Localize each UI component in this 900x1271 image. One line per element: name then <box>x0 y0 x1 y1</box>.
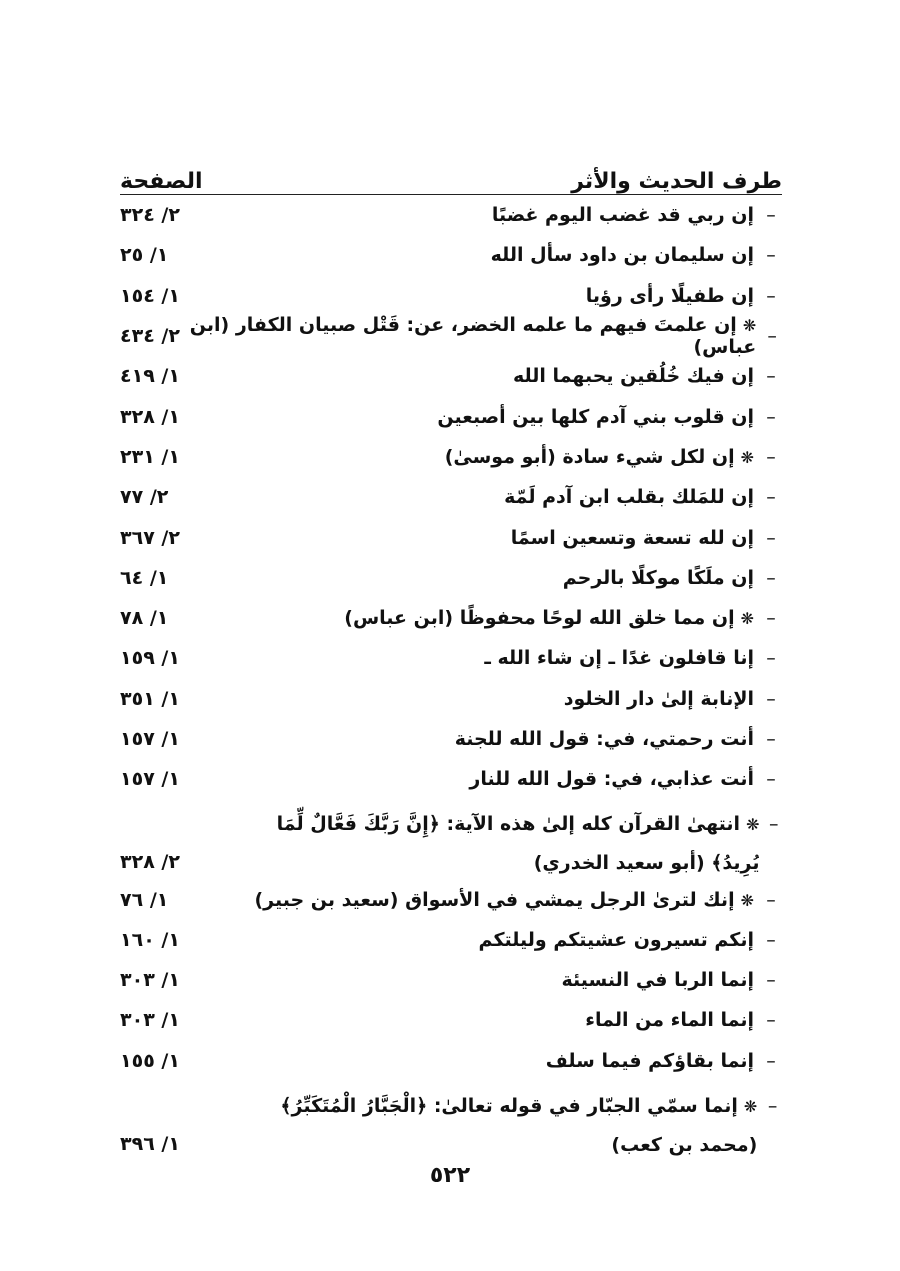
index-entry <box>120 638 782 678</box>
entry-text: إنما الماء من الماء <box>585 1009 754 1032</box>
dash-marker: – <box>768 813 779 836</box>
entry-text-group <box>561 969 782 991</box>
entry-page-ref: ٢/ ٣٢٤ <box>120 204 180 227</box>
entry-page-ref: ١/ ٢٥ <box>120 244 169 267</box>
entry-page-ref: ١/ ٤١٩ <box>120 365 180 388</box>
index-entry <box>120 960 782 1000</box>
index-entry <box>120 437 782 477</box>
entry-text-group <box>492 204 782 226</box>
dash-marker: – <box>767 1094 778 1117</box>
index-page <box>120 150 782 1161</box>
index-entry <box>120 879 782 919</box>
entry-text: إن للمَلك بقلب ابن آدم لَمّة <box>504 486 754 509</box>
entry-text: إن قلوب بني آدم كلها بين أصبعين <box>437 405 754 428</box>
dash-marker: – <box>766 728 776 750</box>
entry-page-ref: ١/ ٦٤ <box>120 566 169 589</box>
entry-text-group <box>564 688 782 710</box>
dash-marker: – <box>767 325 777 348</box>
entry-text: إنما الربا في النسيئة <box>561 969 754 992</box>
entry-page-ref: ٢/ ٤٣٤ <box>120 325 180 348</box>
entry-text-group <box>511 527 782 549</box>
index-entry <box>120 396 782 436</box>
entry-page-ref: ١/ ٣٠٣ <box>120 1009 180 1032</box>
entry-text-group <box>479 929 782 951</box>
dash-marker: – <box>766 204 776 227</box>
entry-text-group <box>504 486 782 508</box>
dash-marker: – <box>766 1009 776 1032</box>
entry-text-group <box>491 244 782 266</box>
entry-page-ref: ١/ ٣٢٨ <box>120 405 180 428</box>
entry-text-group <box>484 647 782 669</box>
entry-text: انتهىٰ القرآن كله إلىٰ هذه الآية: ﴿إِنَّ رَبَّكَ فَعَّالٌ لِّمَا يُرِيدُ﴾ (أبو سعيد الخدري) <box>276 813 760 875</box>
entry-page-ref: ١/ ٧٦ <box>120 888 169 911</box>
index-entry <box>120 477 782 517</box>
index-entry <box>120 679 782 719</box>
entry-page-ref: ١/ ١٥٤ <box>120 284 180 307</box>
entry-page-ref: ١/ ١٥٧ <box>120 728 180 750</box>
dash-marker: – <box>766 486 776 509</box>
entry-text-group <box>513 365 782 387</box>
index-entry <box>120 799 782 879</box>
index-entry <box>120 1000 782 1040</box>
index-entry <box>120 195 782 235</box>
entry-text: إنك لترىٰ الرجل يمشي في الأسواق (سعيد بن جبير) <box>254 888 735 911</box>
index-entry <box>120 719 782 759</box>
index-entry <box>120 598 782 638</box>
entry-text-group <box>445 446 782 468</box>
dash-marker: – <box>766 647 776 670</box>
index-entry <box>120 1041 782 1081</box>
page-number: ٥٢٢ <box>429 1163 471 1188</box>
entry-text: أنت عذابي، في: قول الله للنار <box>469 768 754 791</box>
dash-marker: – <box>766 365 776 388</box>
entry-page-ref: ٢/ ٣٦٧ <box>120 526 180 549</box>
athar-star-icon: ❋ <box>740 890 754 910</box>
dash-marker: – <box>766 607 776 630</box>
entry-text-group <box>469 768 782 790</box>
entry-text-group <box>455 728 782 750</box>
entry-text: إنما سمّي الجبّار في قوله تعالىٰ: ﴿الْجَبَّارُ الْمُتَكَبِّرُ﴾ (محمد بن كعب) <box>280 1094 758 1156</box>
dash-marker: – <box>766 244 776 267</box>
athar-star-icon: ❋ <box>740 447 754 467</box>
entry-text-group <box>344 607 782 629</box>
index-entry <box>120 276 782 316</box>
entry-text: أنت رحمتي، في: قول الله للجنة <box>454 728 754 750</box>
athar-star-icon: ❋ <box>740 609 754 629</box>
index-entry <box>120 235 782 275</box>
entry-text-group <box>222 1081 782 1165</box>
dash-marker: – <box>766 526 776 549</box>
entry-text: إنا قافلون غدًا ـ إن شاء الله ـ <box>484 647 754 670</box>
dash-marker: – <box>766 768 776 791</box>
index-entry <box>120 314 782 359</box>
entry-page-ref: ١/ ١٦٠ <box>120 928 180 951</box>
entry-text: إن لكل شيء سادة (أبو موسىٰ) <box>444 445 735 468</box>
index-entry <box>120 517 782 557</box>
dash-marker: – <box>766 284 776 307</box>
athar-star-icon: ❋ <box>742 316 757 336</box>
entry-page-ref: ١/ ٢٣١ <box>120 445 180 468</box>
entry-text: إن علمتَ فيهم ما علمه الخضر، عن: قَتْل صبيان الكفار (ابن عباس) <box>189 314 757 359</box>
dash-marker: – <box>766 928 776 951</box>
index-list <box>120 195 782 1161</box>
index-entry <box>120 558 782 598</box>
index-entry <box>120 1081 782 1161</box>
entry-text: إن ملَكًا موكلًا بالرحم <box>562 566 754 589</box>
entry-text: إنما بقاؤكم فيما سلف <box>545 1049 754 1072</box>
entry-text: إن ربي قد غضب اليوم غضبًا <box>491 204 754 227</box>
column-page: الصفحة <box>120 169 203 194</box>
entry-page-ref: ١/ ٣٠٣ <box>120 969 180 992</box>
dash-marker: – <box>766 1049 776 1072</box>
entry-text: إن سليمان بن داود سأل الله <box>490 244 754 267</box>
entry-text: إن لله تسعة وتسعين اسمًا <box>510 526 754 549</box>
entry-page-ref: ٢/ ٧٧ <box>120 486 169 509</box>
entry-text: إن فيك خُلُقين يحبهما الله <box>513 365 754 388</box>
entry-text: إن طفيلًا رأى رؤيا <box>585 284 754 307</box>
entry-text-group <box>586 285 782 307</box>
column-title: طرف الحديث والأثر <box>571 169 782 194</box>
entry-page-ref: ١/ ١٥٧ <box>120 768 180 791</box>
entry-page-ref: ١/ ٣٥١ <box>120 687 180 710</box>
entry-text-group <box>185 314 782 358</box>
entry-text-group <box>546 1050 782 1072</box>
dash-marker: – <box>766 687 776 710</box>
entry-page-ref: ١/ ٧٨ <box>120 607 169 630</box>
entry-text: الإنابة إلىٰ دار الخلود <box>563 687 754 710</box>
athar-star-icon: ❋ <box>743 1096 758 1116</box>
entry-text: إنكم تسيرون عشيتكم وليلتكم <box>478 928 754 951</box>
index-entry <box>120 759 782 799</box>
index-entry <box>120 356 782 396</box>
entry-page-ref: ٢/ ٣٢٨ <box>120 851 180 874</box>
entry-page-ref: ١/ ٣٩٦ <box>120 1132 180 1155</box>
dash-marker: – <box>766 888 776 911</box>
entry-text-group <box>222 799 782 883</box>
entry-text-group <box>585 1009 782 1031</box>
entry-page-ref: ١/ ١٥٩ <box>120 647 180 670</box>
entry-text-group <box>437 406 782 428</box>
athar-star-icon: ❋ <box>746 815 760 835</box>
entry-text-group <box>254 889 782 911</box>
entry-text-group <box>563 567 782 589</box>
table-header <box>120 150 782 195</box>
entry-text: إن مما خلق الله لوحًا محفوظًا (ابن عباس) <box>344 607 735 630</box>
index-entry <box>120 920 782 960</box>
dash-marker: – <box>766 566 776 589</box>
dash-marker: – <box>766 969 776 992</box>
entry-page-ref: ١/ ١٥٥ <box>120 1049 180 1072</box>
dash-marker: – <box>766 445 776 468</box>
dash-marker: – <box>766 405 776 428</box>
